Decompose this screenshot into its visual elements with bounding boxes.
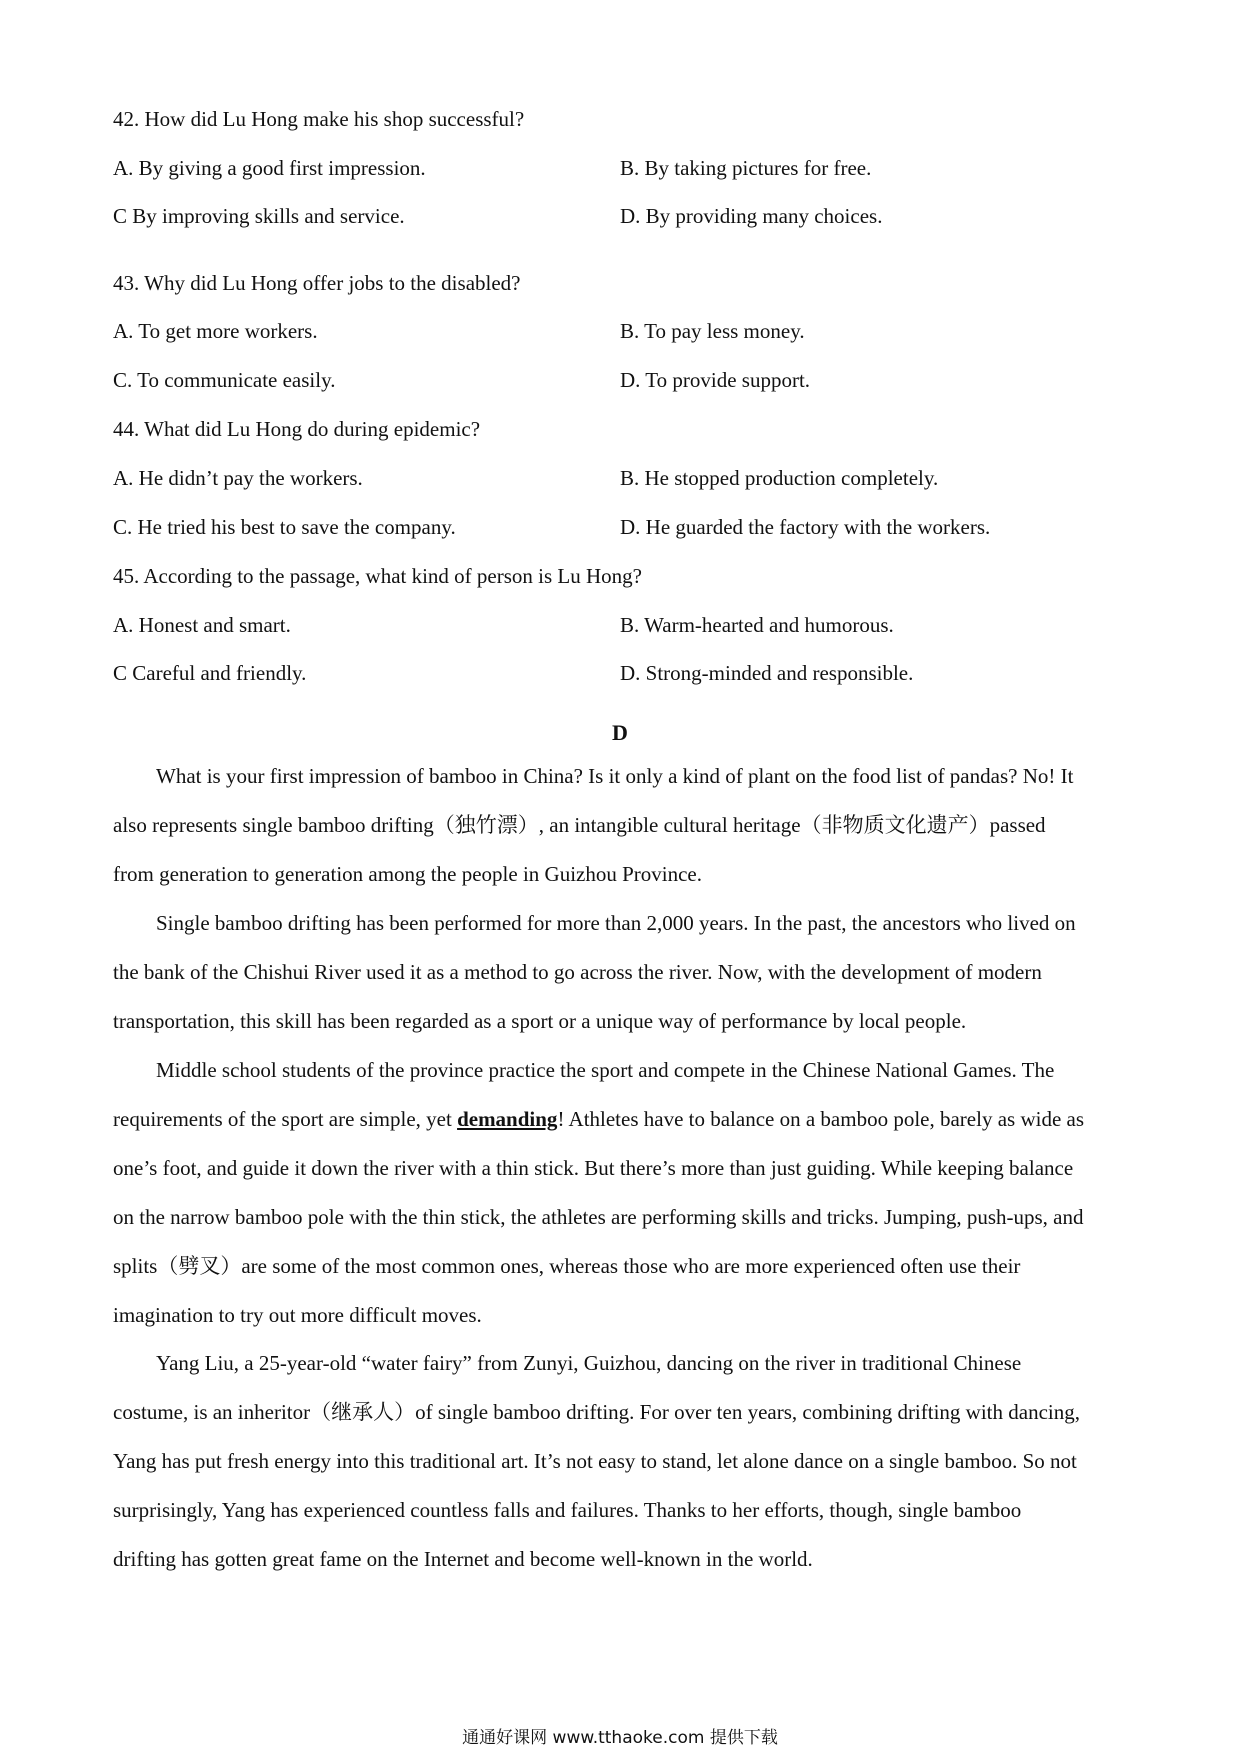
q45-option-c: C Careful and friendly.	[113, 661, 307, 685]
q44-option-d: D. He guarded the factory with the workers.	[620, 515, 991, 539]
q43-option-c: C. To communicate easily.	[113, 368, 336, 392]
question-44: 44. What did Lu Hong do during epidemic?	[113, 417, 481, 441]
paragraph-4-line-4: surprisingly, Yang has experienced countless falls and failures. Thanks to her efforts, though, single bamboo	[113, 1498, 1022, 1522]
underlined-word-demanding: demanding	[457, 1107, 558, 1131]
q42-option-d: D. By providing many choices.	[620, 204, 883, 228]
paragraph-3-line-5: splits（劈叉）are some of the most common ones, whereas those who are more experienced often use their	[113, 1254, 1021, 1278]
paragraph-3-line-6: imagination to try out more difficult moves.	[113, 1303, 482, 1327]
q43-option-d: D. To provide support.	[620, 368, 811, 392]
paragraph-3-line-4: on the narrow bamboo pole with the thin stick, the athletes are performing skills and tricks. Jumping, push-ups, and	[113, 1205, 1084, 1229]
q44-option-b: B. He stopped production completely.	[620, 466, 939, 490]
page-footer: 通通好课网 www.tthaoke.com 提供下载	[462, 1728, 778, 1748]
q44-option-c: C. He tried his best to save the company.	[113, 515, 456, 539]
question-45: 45. According to the passage, what kind of person is Lu Hong?	[113, 564, 642, 588]
paragraph-3-line-2-after: ! Athletes have to balance on a bamboo pole, barely as wide as	[557, 1107, 1085, 1131]
paragraph-1-line-3: from generation to generation among the people in Guizhou Province.	[113, 862, 702, 886]
q45-option-b: B. Warm-hearted and humorous.	[620, 613, 894, 637]
paragraph-2-line-3: transportation, this skill has been regarded as a sport or a unique way of performance by local people.	[113, 1009, 967, 1033]
paragraph-4-line-5: drifting has gotten great fame on the Internet and become well-known in the world.	[113, 1547, 813, 1571]
q45-option-d: D. Strong-minded and responsible.	[620, 661, 914, 685]
paragraph-4-line-1: Yang Liu, a 25-year-old “water fairy” from Zunyi, Guizhou, dancing on the river in traditional Chinese	[156, 1351, 1022, 1375]
paragraph-2-line-2: the bank of the Chishui River used it as a method to go across the river. Now, with the development of modern	[113, 960, 1042, 984]
q43-option-a: A. To get more workers.	[113, 319, 318, 343]
q45-option-a: A. Honest and smart.	[113, 613, 291, 637]
q43-option-b: B. To pay less money.	[620, 319, 805, 343]
section-heading: D	[612, 720, 628, 745]
paragraph-3-line-3: one’s foot, and guide it down the river with a thin stick. But there’s more than just guiding. While keeping balance	[113, 1156, 1074, 1180]
paragraph-1-line-2: also represents single bamboo drifting（独竹漂）, an intangible cultural heritage（非物质文化遗产）passed	[113, 813, 1046, 837]
paragraph-4-line-2: costume, is an inheritor（继承人）of single bamboo drifting. For over ten years, combining drifting with dancing,	[113, 1400, 1080, 1424]
paragraph-3-line-1: Middle school students of the province practice the sport and compete in the Chinese National Games. The	[156, 1058, 1055, 1082]
q42-option-a: A. By giving a good first impression.	[113, 156, 426, 180]
q42-option-b: B. By taking pictures for free.	[620, 156, 872, 180]
question-43: 43. Why did Lu Hong offer jobs to the disabled?	[113, 271, 521, 295]
paragraph-1-line-1: What is your first impression of bamboo in China? Is it only a kind of plant on the food list of pandas? No! It	[156, 764, 1074, 788]
paragraph-4-line-3: Yang has put fresh energy into this traditional art. It’s not easy to stand, let alone dance on a single bamboo. So not	[113, 1449, 1077, 1473]
paragraph-3-line-2-before: requirements of the sport are simple, yet	[113, 1107, 458, 1131]
q44-option-a: A. He didn’t pay the workers.	[113, 466, 363, 490]
question-42: 42. How did Lu Hong make his shop successful?	[113, 107, 525, 131]
paragraph-2-line-1: Single bamboo drifting has been performed for more than 2,000 years. In the past, the ancestors who lived on	[156, 911, 1076, 935]
q42-option-c: C By improving skills and service.	[113, 204, 405, 228]
paragraph-3-line-2	[113, 1106, 1084, 1132]
